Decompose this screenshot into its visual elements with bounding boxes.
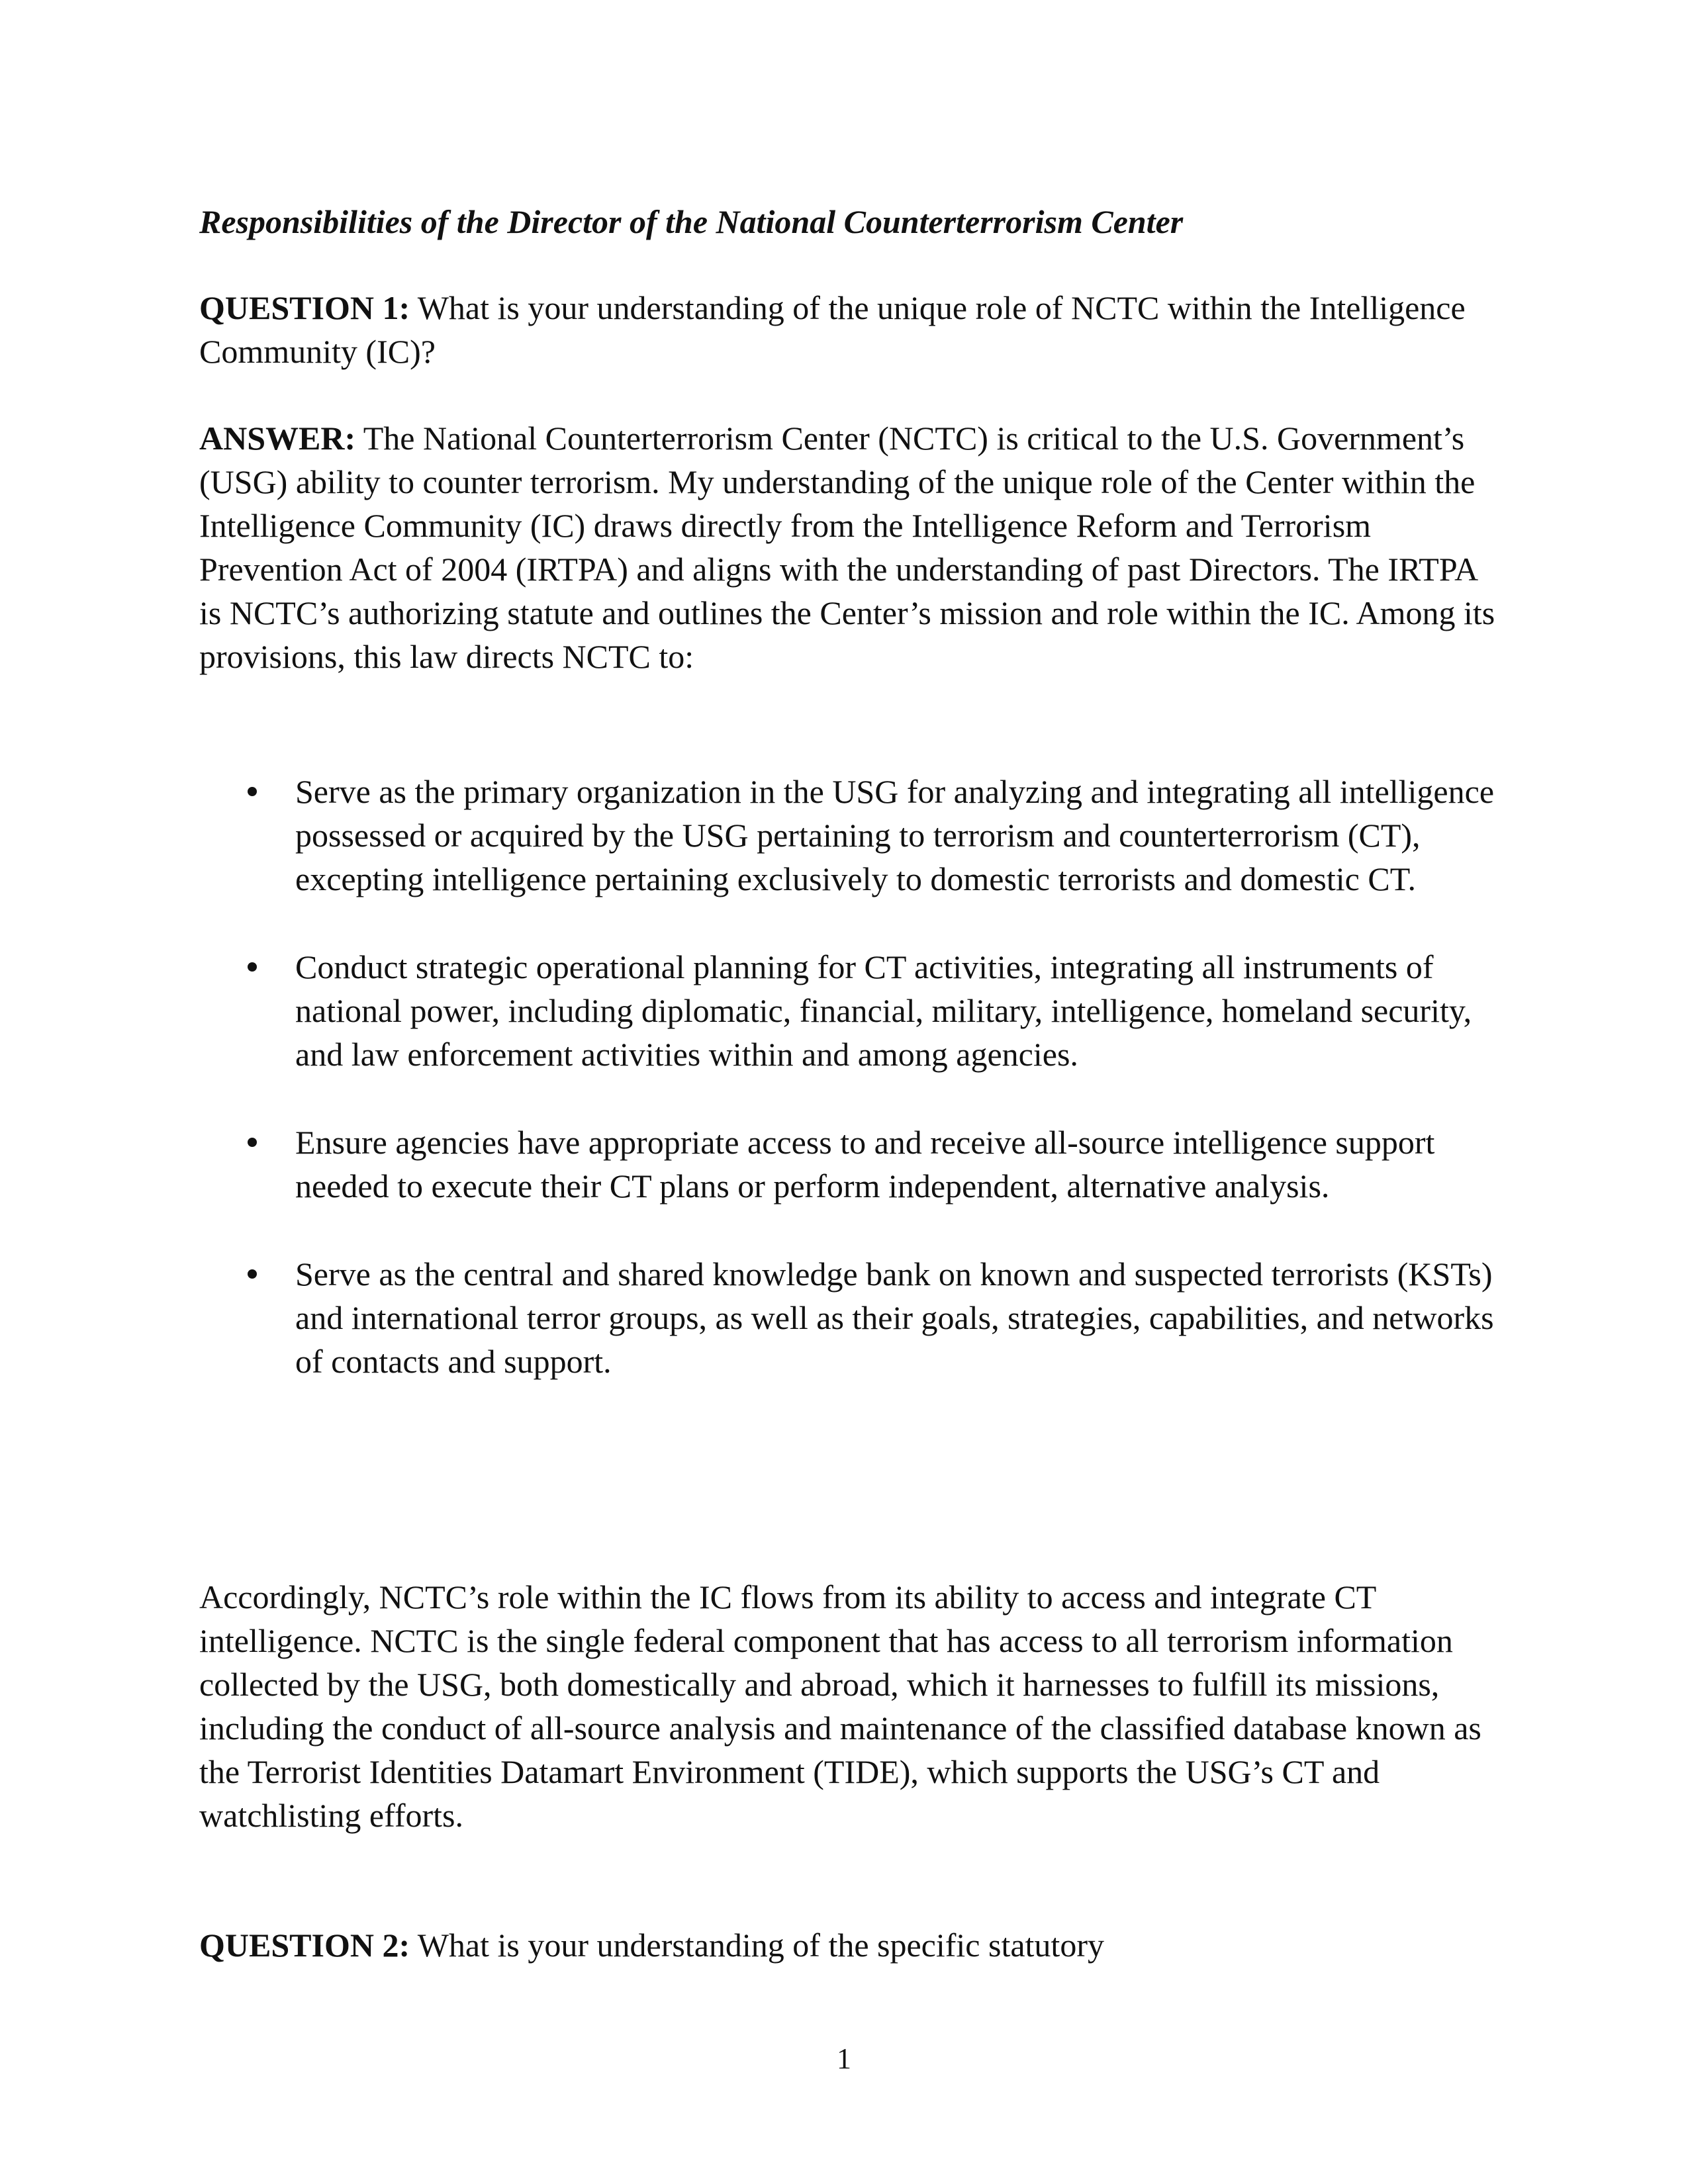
answer-1-label: ANSWER: [199,420,356,457]
bullet-icon [248,787,257,796]
question-2-label: QUESTION 2: [199,1927,410,1964]
question-1 [199,286,1497,373]
bullet-icon [248,1138,257,1147]
page-number: 1 [837,2042,851,2075]
bullet-icon [248,962,257,972]
list-item-text: Serve as the central and shared knowledge bank on known and suspected terrorists (KSTs) and international terror groups, as well as their goals, strategies, capabilities, and networks of contacts and support. [295,1255,1494,1380]
question-2-text: What is your understanding of the specific statutory [417,1927,1104,1964]
answer-1 [199,416,1497,678]
question-1-text: What is your understanding of the unique role of NCTC within the Intelligence Community (IC)? [199,289,1466,370]
list-item-text: Conduct strategic operational planning for CT activities, integrating all instruments of national power, including diplomatic, financial, military, intelligence, homeland security, and law enforcement activities within and among agencies. [295,948,1472,1073]
answer-1-text: The National Counterterrorism Center (NCTC) is critical to the U.S. Government’s (USG) ability to counter terrorism. My understanding of the unique role of the Center within the Intelligence Community (IC) draws directly from the Intelligence Reform and Terrorism Prevention Act of 2004 (IRTPA) and aligns with the understanding of past Directors. The IRTPA is NCTC’s authorizing statute and outlines the Center’s mission and role within the IC. Among its provisions, this law directs NCTC to: [199,420,1495,675]
bullet-icon [248,1269,257,1279]
question-1-label: QUESTION 1: [199,289,410,326]
provisions-list [199,770,1509,1428]
list-item [199,945,1509,1076]
list-item [199,770,1509,901]
list-item-text: Ensure agencies have appropriate access to and receive all-source intelligence support needed to execute their CT plans or perform independent, alternative analysis. [295,1124,1435,1205]
section-heading: Responsibilities of the Director of the National Counterterrorism Center [199,203,1184,240]
question-2 [199,1923,1497,1967]
list-item-text: Serve as the primary organization in the USG for analyzing and integrating all intelligence possessed or acquired by the USG pertaining to terrorism and counterterrorism (CT), excepting intelligence pertaining exclusively to domestic terrorists and domestic CT. [295,773,1495,897]
list-item [199,1252,1509,1383]
list-item [199,1120,1509,1208]
body-paragraph: Accordingly, NCTC’s role within the IC flows from its ability to access and integrate CT intelligence. NCTC is the single federal component that has access to all terrorism information collected by the USG, both domestically and abroad, which it harnesses to fulfill its missions, including the conduct of all-source analysis and maintenance of the classified database known as the Terrorist Identities Datamart Environment (TIDE), which supports the USG’s CT and watchlisting efforts. [199,1578,1481,1834]
